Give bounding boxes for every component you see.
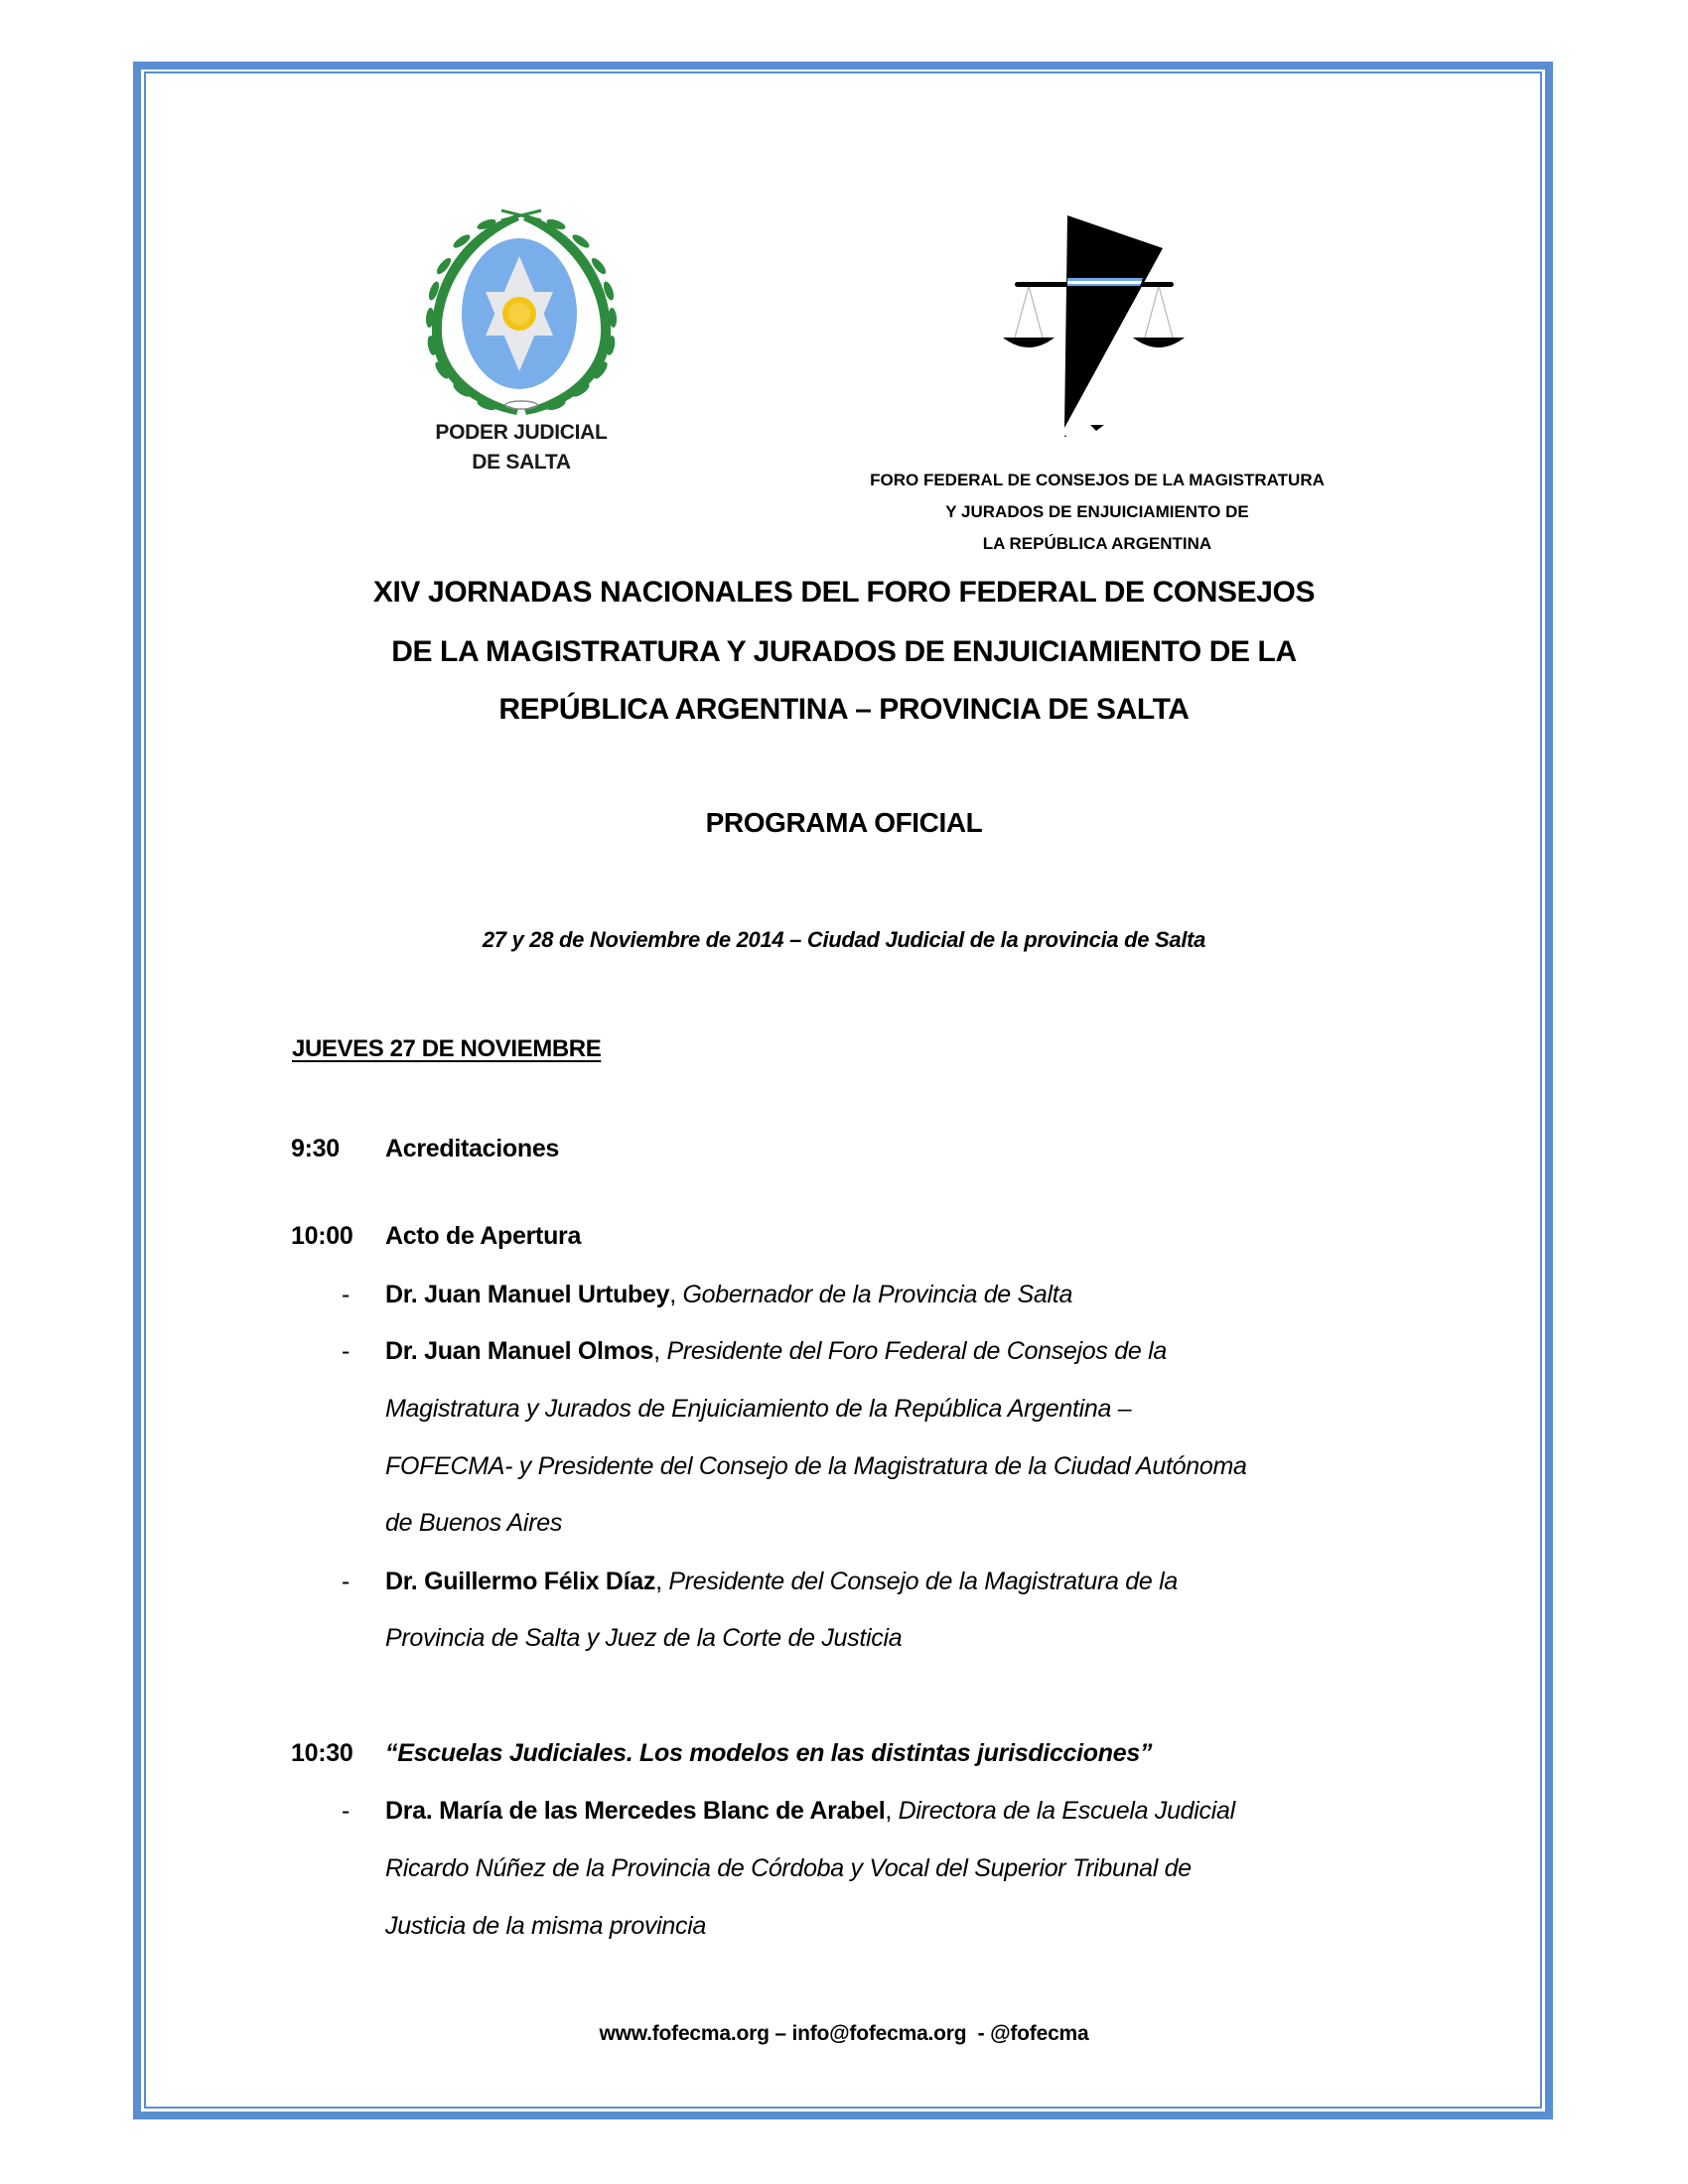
bullet-dash: - [342, 1337, 351, 1365]
day-heading: JUEVES 27 DE NOVIEMBRE [292, 1035, 602, 1062]
program-subtitle: PROGRAMA OFICIAL [705, 807, 983, 838]
speaker-name: Dr. Juan Manuel Olmos [385, 1337, 654, 1365]
speaker-name: Dr. Guillermo Félix Díaz [385, 1568, 656, 1595]
speaker-role-continued: Justicia de la misma provincia [385, 1912, 707, 1940]
title-line-3: REPÚBLICA ARGENTINA – PROVINCIA DE SALTA [498, 693, 1190, 726]
speaker-role-continued: Provincia de Salta y Juez de la Corte de Justicia [385, 1624, 903, 1652]
speaker-role-continued: FOFECMA- y Presidente del Consejo de la Magistratura de la Ciudad Autónoma [385, 1452, 1247, 1480]
poder-judicial-line1: PODER JUDICIAL [435, 421, 608, 444]
name-separator: , [653, 1337, 667, 1365]
fofecma-line1: FORO FEDERAL DE CONSEJOS DE LA MAGISTRATURA [870, 471, 1325, 489]
agenda-time: 10:30 [291, 1739, 353, 1767]
agenda-title: Acto de Apertura [385, 1222, 582, 1250]
agenda-title: Acreditaciones [385, 1135, 560, 1162]
fofecma-line2: Y JURADOS DE ENJUICIAMIENTO DE [945, 502, 1249, 521]
bullet-dash: - [342, 1568, 351, 1595]
bullet-dash: - [342, 1281, 351, 1308]
agenda-time: 9:30 [291, 1135, 340, 1162]
name-separator: , [655, 1568, 669, 1595]
speaker-line [385, 1799, 1235, 1824]
agenda-title: “Escuelas Judiciales. Los modelos en las distintas jurisdicciones” [385, 1739, 1153, 1767]
fofecma-line3: LA REPÚBLICA ARGENTINA [982, 534, 1212, 553]
fofecma-name [834, 465, 1360, 560]
scales-of-justice-icon [993, 208, 1192, 437]
event-date-location: 27 y 28 de Noviembre de 2014 – Ciudad Judicial de la provincia de Salta [482, 927, 1206, 952]
speaker-name: Dr. Juan Manuel Urtubey [385, 1281, 670, 1308]
speaker-role-continued: de Buenos Aires [385, 1509, 563, 1537]
speaker-role: Presidente del Consejo de la Magistratura de la [668, 1568, 1178, 1595]
name-separator: , [885, 1797, 899, 1825]
name-separator: , [669, 1281, 683, 1308]
speaker-role-continued: Ricardo Núñez de la Provincia de Córdoba y Vocal del Superior Tribunal de [385, 1854, 1192, 1882]
speaker-role: Gobernador de la Provincia de Salta [682, 1281, 1073, 1308]
title-line-1: XIV JORNADAS NACIONALES DEL FORO FEDERAL DE CONSEJOS [372, 576, 1316, 609]
speaker-line [385, 1570, 1178, 1594]
speaker-role-continued: Magistratura y Jurados de Enjuiciamiento de la República Argentina – [385, 1395, 1132, 1423]
speaker-role: Directora de la Escuela Judicial [898, 1797, 1235, 1825]
speaker-line [385, 1339, 1167, 1364]
coat-of-arms-icon [422, 206, 621, 425]
speaker-role: Presidente del Foro Federal de Consejos de la [666, 1337, 1167, 1365]
footer-contact[interactable]: www.fofecma.org – info@fofecma.org - @fofecma [599, 2022, 1089, 2045]
poder-judicial-line2: DE SALTA [472, 451, 571, 474]
bullet-dash: - [342, 1797, 351, 1825]
title-line-2: DE LA MAGISTRATURA Y JURADOS DE ENJUICIAMIENTO DE LA [391, 635, 1297, 668]
speaker-name: Dra. María de las Mercedes Blanc de Arabel [385, 1797, 886, 1825]
speaker-line [385, 1283, 1072, 1307]
agenda-time: 10:00 [291, 1222, 353, 1250]
